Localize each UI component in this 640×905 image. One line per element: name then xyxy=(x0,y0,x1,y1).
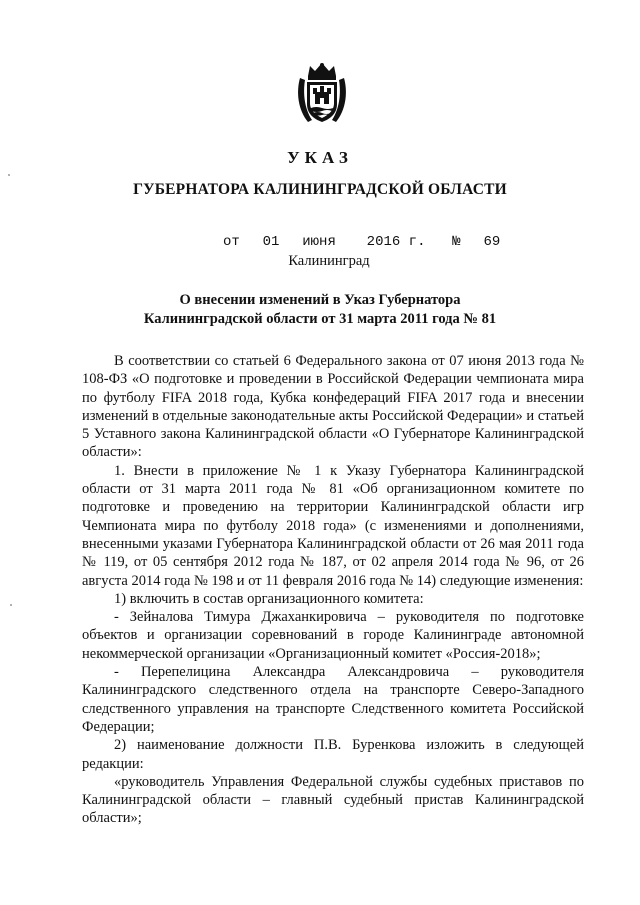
paragraph-member-zeynalov: - Зейналова Тимура Джаханкировича – руководителя по подготовке объектов и организации соревнований в городе Калининграде автономной некоммерческой организации «Организационный комитет «Россия-2018»; xyxy=(82,609,584,662)
paragraph-subitem-1: 1) включить в состав организационного комитета: xyxy=(114,590,424,607)
date-line xyxy=(223,234,500,250)
decree-number: 69 xyxy=(483,234,501,250)
subject-line-2: Калининградской области от 31 марта 2011 года № 81 xyxy=(143,311,497,327)
decree-body xyxy=(82,352,584,828)
scan-speck xyxy=(10,604,12,606)
date-prefix: от xyxy=(223,234,240,250)
paragraph-member-perepelitsin: - Перепелицина Александра Александровича – руководителя Калининградского следственного отдела на транспорте Северо-Западного следственного управления на транспорте Следственного комитета Российской Федерации; xyxy=(82,664,584,735)
number-sign: № xyxy=(452,234,461,250)
city-name: Калининград xyxy=(288,253,370,269)
paragraph-preamble: В соответствии со статьей 6 Федерального закона от 07 июня 2013 года № 108-ФЗ «О подготовке и проведении в Российской Федерации чемпионата мира по футболу FIFA 2018 года, Кубка конфедераций FIFA 2017 года и внесении изменений в отдельные законодательные акты Российской Федерации» и статьей 5 Уставного закона Калининградской области «О Губернаторе Калининградской области»: xyxy=(82,353,584,461)
date-day: 01 xyxy=(262,234,280,250)
paragraph-subitem-2: 2) наименование должности П.В. Буренкова изложить в следующей редакции: xyxy=(82,737,584,772)
date-month: июня xyxy=(302,234,336,250)
decree-title: УКАЗ xyxy=(287,148,353,167)
issuer-title: ГУБЕРНАТОРА КАЛИНИНГРАДСКОЙ ОБЛАСТИ xyxy=(133,181,507,198)
date-year: 2016 г. xyxy=(366,234,426,250)
paragraph-position-text: «руководитель Управления Федеральной службы судебных приставов по Калининградской области – главный судебный пристав Калининградской области»; xyxy=(82,773,584,827)
paragraph-item-1: 1. Внести в приложение № 1 к Указу Губернатора Калининградской области от 31 марта 2011 года № 81 «Об организационном комитете по подготовке и проведению на территории Калининградской области игр Чемпионата мира по футболу 2018 года» (с изменениями и дополнениями, внесенными указами Губернатора Калининградской области от 26 мая 2011 года № 119, от 05 сентября 2012 года № 187, от 02 апреля 2014 года № 96, от 26 августа 2014 года № 198 и от 11 февраля 2016 года № 14) следующие изменения: xyxy=(82,462,584,589)
subject-line-1: О внесении изменений в Указ Губернатора xyxy=(179,292,461,308)
scan-speck xyxy=(8,174,10,176)
coat-of-arms-emblem xyxy=(296,62,348,126)
decree-subject xyxy=(0,291,640,329)
